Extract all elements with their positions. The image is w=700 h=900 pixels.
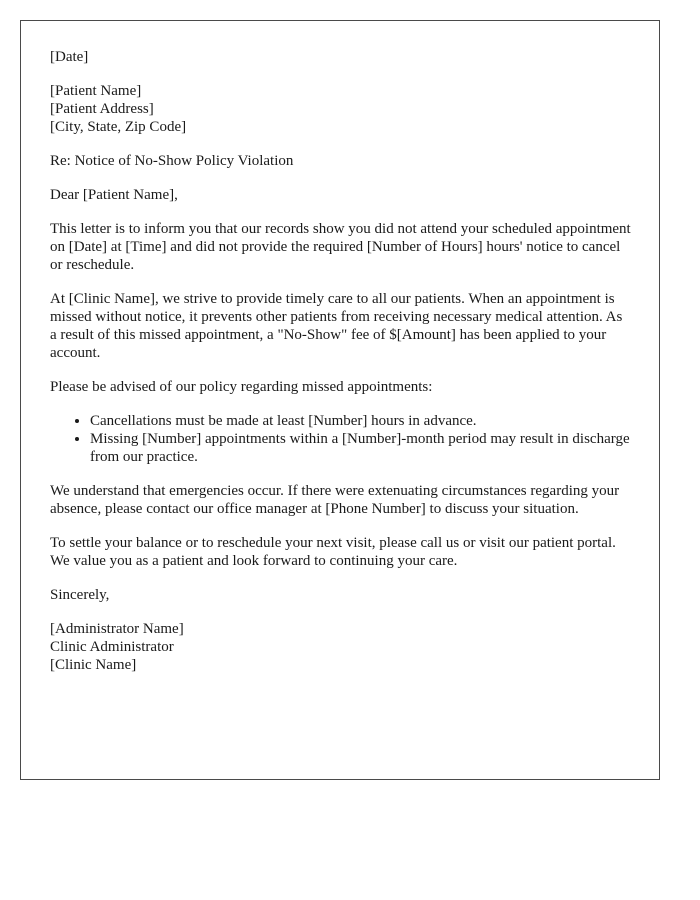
policy-list: [50, 412, 631, 466]
signature-name: [Administrator Name]: [50, 621, 184, 637]
paragraph-settle-balance: To settle your balance or to reschedule your next visit, please call us or visit our patient portal. We value you as a patient and look forward to continuing your care.: [50, 535, 616, 569]
signature-clinic: [Clinic Name]: [50, 657, 137, 673]
letter-salutation: Dear [Patient Name],: [50, 187, 178, 203]
signature-title: Clinic Administrator: [50, 639, 174, 655]
paragraph-policy-intro: Please be advised of our policy regarding missed appointments:: [50, 379, 433, 395]
letter-subject: Re: Notice of No-Show Policy Violation: [50, 153, 294, 169]
paragraph-missed-appointment: This letter is to inform you that our records show you did not attend your scheduled appointment on [Date] at [Time] and did not provide the required [Number of Hours] hours' notice to cancel or reschedule.: [50, 221, 631, 273]
recipient-address: [Patient Address]: [50, 101, 154, 117]
recipient-address-block: [50, 82, 631, 136]
letter-sign-off: Sincerely,: [50, 587, 110, 603]
policy-item-discharge: • Missing [Number] appointments within a [Number]-month period may result in discharge from our practice.: [90, 430, 631, 466]
recipient-name: [Patient Name]: [50, 83, 142, 99]
letter-page: [20, 20, 660, 780]
paragraph-emergencies: We understand that emergencies occur. If there were extenuating circumstances regarding your absence, please contact our office manager at [Phone Number] to discuss your situation.: [50, 483, 620, 517]
paragraph-no-show-fee: At [Clinic Name], we strive to provide timely care to all our patients. When an appointment is missed without notice, it prevents other patients from receiving necessary medical attention. As a result of this missed appointment, a "No-Show" fee of $[Amount] has been applied to your account.: [50, 291, 623, 361]
signature-block: [50, 620, 631, 674]
recipient-city-state-zip: [City, State, Zip Code]: [50, 119, 187, 135]
policy-item-cancellation: • Cancellations must be made at least [Number] hours in advance.: [90, 412, 631, 430]
letter-date: [Date]: [50, 49, 89, 65]
